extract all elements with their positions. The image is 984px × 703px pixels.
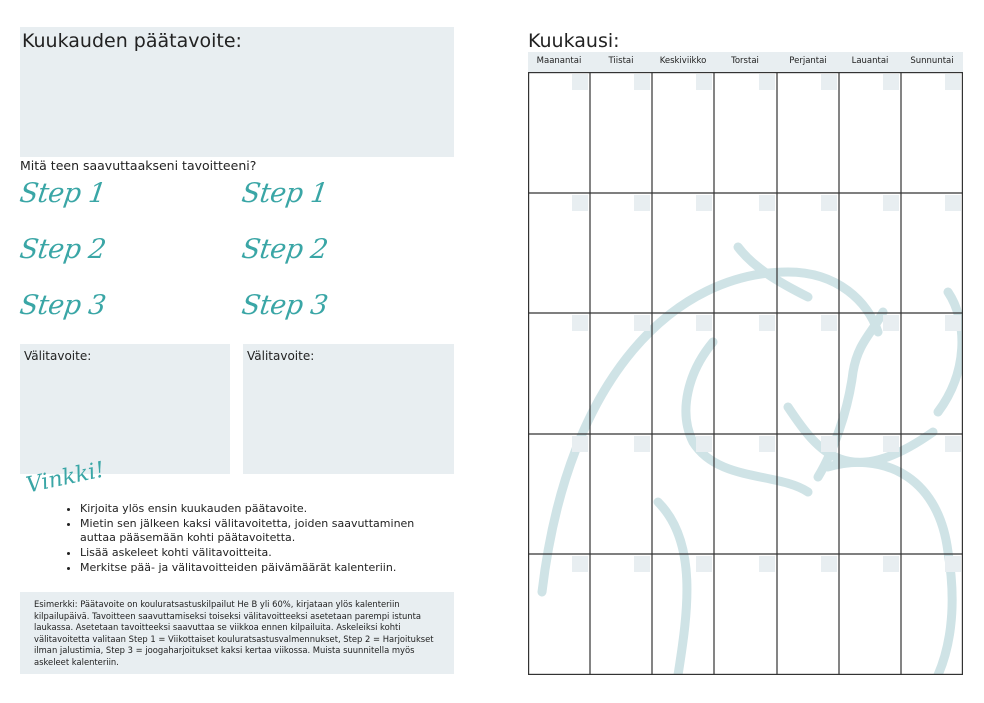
weekday-saturday: Lauantai xyxy=(851,56,889,66)
month-title: Kuukausi: xyxy=(528,30,620,52)
step-2-right: Step 2 xyxy=(239,234,330,265)
step-1-right: Step 1 xyxy=(239,178,330,209)
weekday-wednesday: Keskiviikko xyxy=(659,56,707,66)
sub-goal-label-right: Välitavoite: xyxy=(247,349,315,363)
step-2-left: Step 2 xyxy=(17,234,108,265)
step-3-left: Step 3 xyxy=(17,290,108,321)
step-1-left: Step 1 xyxy=(17,178,108,209)
calendar-grid[interactable] xyxy=(528,72,963,675)
weekday-monday: Maanantai xyxy=(536,56,582,66)
example-box xyxy=(20,592,454,674)
weekday-thursday: Torstai xyxy=(731,56,759,66)
how-question: Mitä teen saavuttaakseni tavoitteeni? xyxy=(20,158,257,173)
tip-item: • Merkitse pää- ja välitavoitteiden päivämäärät kalenteriin. xyxy=(80,561,440,575)
example-text: Esimerkki: Päätavoite on kouluratsastuskilpailut He B yli 60%, kirjataan ylös kalenteriin kilpailupäivä. Tavoitteen saavuttamiseksi toiseksi välitavoitteeksi asetetaan parempi istunta laukassa. Asetetaan tavoitteeksi saavuttaa se viikkoa ennen kilpailuita. Askeleiksi kohti välitavoitetta valitaan Step 1 = Viikottaiset kouluratsastusvalmennukset, Step 2 = Harjoitukset ilman jalustimia, Step 3 = joogaharjoitukset kaksi kertaa viikossa. Muista suunnitella myös askeleet kalenteriin. xyxy=(34,599,434,667)
tip-item: • Mietin sen jälkeen kaksi välitavoitetta, joiden saavuttaminen auttaa pääsemään kohti päätavoitetta. xyxy=(80,517,440,545)
weekday-friday: Perjantai xyxy=(789,56,827,66)
sub-goal-box-right[interactable] xyxy=(243,344,454,474)
sub-goal-label-left: Välitavoite: xyxy=(24,349,92,363)
weekday-sunday: Sunnuntai xyxy=(910,56,954,66)
step-3-right: Step 3 xyxy=(239,290,330,321)
tips-list xyxy=(62,502,440,576)
tip-item: • Lisää askeleet kohti välitavoitteita. xyxy=(80,546,440,560)
main-goal-title: Kuukauden päätavoite: xyxy=(22,30,242,52)
tip-item: • Kirjoita ylös ensin kuukauden päätavoite. xyxy=(80,502,440,516)
tip-title: Vinkki! xyxy=(24,457,107,499)
weekday-tuesday: Tiistai xyxy=(608,56,634,66)
sub-goal-box-left[interactable] xyxy=(20,344,230,474)
